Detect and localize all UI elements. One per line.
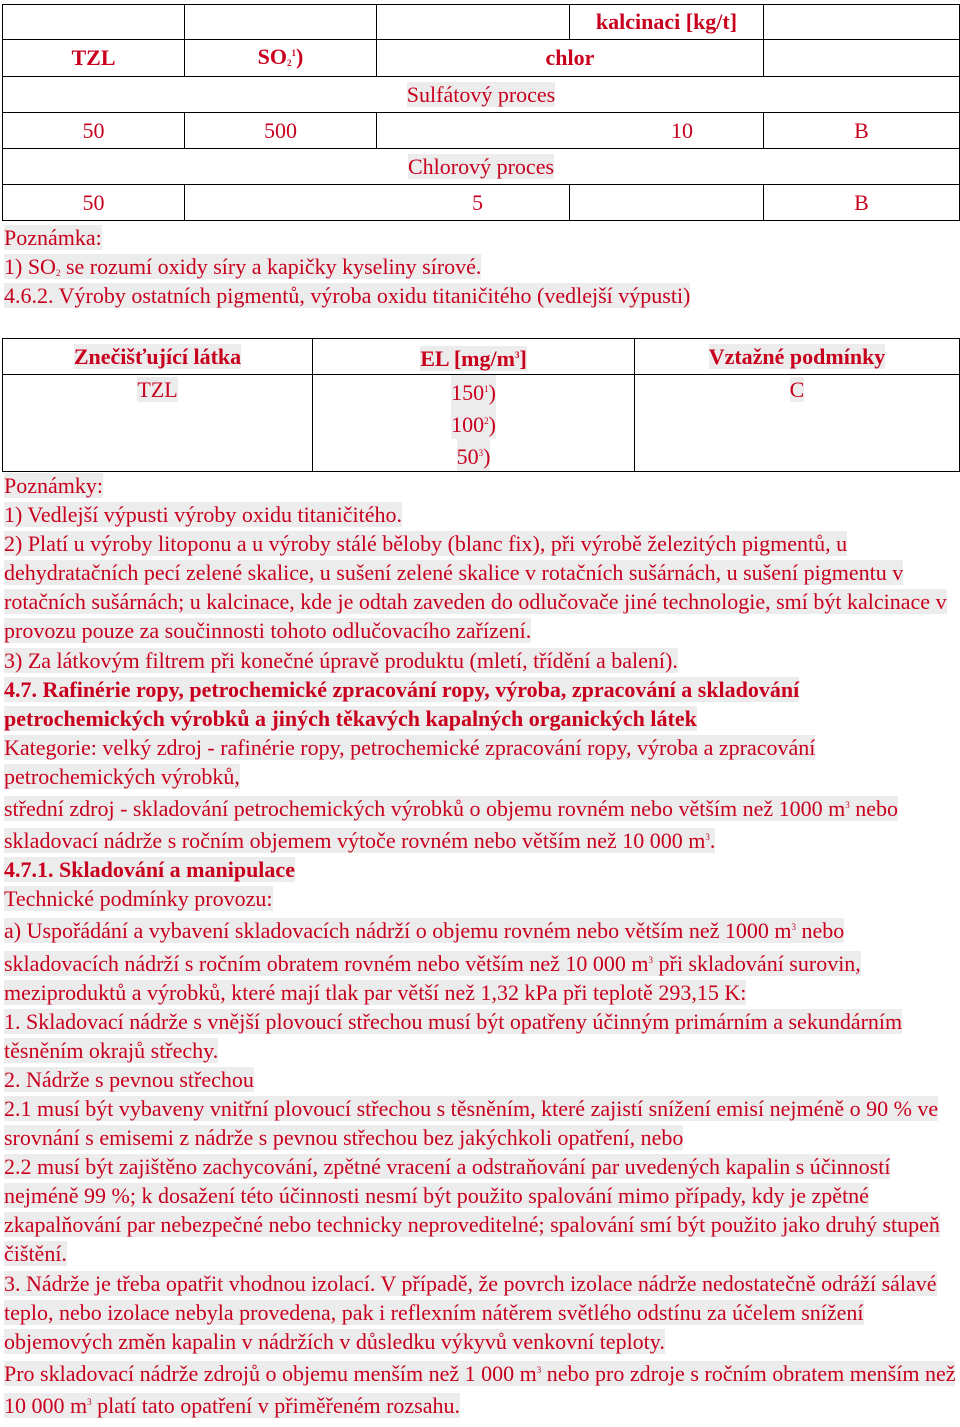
item-2: 2. Nádrže s pevnou střechou: [4, 1066, 254, 1092]
section-heading-4-7: 4.7. Rafinérie ropy, petrochemické zpracování ropy, výroba, zpracování a skladování petrochemických výrobků a jiných těkavých kapalných organických látek: [4, 676, 800, 731]
note-label: Poznámka:: [4, 225, 102, 250]
note-2: 2) Platí u výroby litoponu a u výroby stálé běloby (blanc fix), při výrobě železitých pigmentů, u dehydratačních pecí zelené skalice, u sušení zelené skalice v rotačních sušárnách, u sušení pigmentu v rotačních sušárnách; u kalcinace, kde je odtah zaveden do odlučovače jiné technologie, smí být kalcinace v provozu pouze za součinnosti tohoto odlučovacího zařízení.: [4, 531, 947, 644]
col-header-so2: $SO_2^1$): [185, 40, 377, 77]
kategorie-text: Kategorie: velký zdroj - rafinérie ropy, petrochemické zpracování ropy, výroba a zpracování petrochemických výrobků,: [4, 734, 816, 789]
col-header-pollutant: Znečišťující látka: [3, 339, 313, 375]
cell-sulfat-cond: B: [764, 113, 960, 149]
cell-pollutant: TZL: [3, 375, 313, 472]
emission-table-1: [2, 4, 960, 221]
item-2-1: 2.1 musí být vybaveny vnitřní plovoucí střechou s těsněním, které zajistí snížení emisí nejméně o 90 % ve srovnání s emisemi z nádrže s pevnou střechou bez jakýchkoli opatření, nebo: [4, 1095, 939, 1151]
empty-cell: [570, 185, 764, 221]
cell-chlor-tzl: 50: [3, 185, 185, 221]
el-value-1: $150^1$): [451, 375, 496, 407]
cell-sulfat-so2: 500: [185, 113, 377, 149]
col-header-chlor: chlor: [377, 40, 764, 77]
note-1: 1) Vedlejší výpusti výroby oxidu titaničitého.: [4, 502, 402, 528]
item-3: 3. Nádrže je třeba opatřit vhodnou izolací. V případě, že povrch izolace nádrže nedostatečně odráží sálavé teplo, nebo izolace nebyla provedena, pak i reflexním nátěrem světlého odstínu za účelem snížení objemových změn kapalin v nádržích v důsledku výkyvů venkovní teploty.: [4, 1270, 937, 1354]
note-3: 3) Za látkovým filtrem při konečné úpravě produktu (mletí, třídění a balení).: [4, 647, 678, 673]
cell-chlor-so2: 5: [185, 185, 570, 221]
cell-chlor-cond: B: [764, 185, 960, 221]
small-sources-text: Pro skladovací nádrže zdrojů o objemu menším než 1 000 $m^3$ nebo pro zdroje s ročním obratem menším než 10 000 $m^3$ platí tato opatření v přiměřeném rozsahu.: [4, 1360, 956, 1418]
header-kalcinaci: kalcinaci [kg/t]: [570, 5, 764, 40]
empty-cell: [3, 5, 185, 40]
cell-condition: C: [635, 375, 960, 472]
item-2-2: 2.2 musí být zajištěno zachycování, zpětné vracení a odstraňování par uvedených kapalin s účinností nejméně 99 %; k dosažení této účinnosti nesmí být použito spalování mimo případy, kdy je zpětné zkapalňování par nebezpečné nebo technicky neproveditelné; spalování smí být použito jako druhý stupeň čištění.: [4, 1154, 940, 1267]
cell-sulfat-chlor: 10: [377, 113, 764, 149]
section-sulfatovy-proces: Sulfátový proces: [3, 77, 960, 113]
empty-cell: [377, 5, 570, 40]
section-heading-4-6-2: 4.6.2. Výroby ostatních pigmentů, výroba oxidu titaničitého (vedlejší výpusti): [4, 283, 691, 308]
item-1: 1. Skladovací nádrže s vnější plovoucí střechou musí být opatřeny účinným primárním a sekundárním těsněním okrajů střechy.: [4, 1008, 903, 1063]
empty-cell: [185, 5, 377, 40]
cell-el-values: [313, 375, 635, 472]
el-value-2: $100^2$): [451, 407, 496, 439]
el-value-3: $50^3$): [457, 439, 491, 471]
item-a: a) Uspořádání a vybavení skladovacích nádrží o objemu rovném nebo větším než 1000 $m^3$ nebo skladovacích nádrží s ročním obratem rovném nebo větším než 10 000 $m^3$ při skladování surovin, meziproduktů a výrobků, které mají tlak par větší než 1,32 kPa při teplotě 293,15 K:: [4, 918, 861, 1005]
notes-label: Poznámky:: [4, 473, 103, 498]
section-chlorovy-proces: Chlorový proces: [3, 149, 960, 185]
stredni-zdroj-text: střední zdroj - skladování petrochemických výrobků o objemu rovném nebo větším než 1000 $m^3$ nebo skladovací nádrže s ročním objemem výtoče rovném nebo větším než 10 000 $m^3$.: [4, 796, 899, 854]
empty-cell: [764, 5, 960, 40]
notes-block: [4, 471, 956, 1420]
col-header-el: EL $[mg/m^3]$: [313, 339, 635, 375]
section-heading-4-7-1: 4.7.1. Skladování a manipulace: [4, 857, 295, 883]
note-line-1: 1) $SO_2$ se rozumí oxidy síry a kapičky kyseliny sírové.: [4, 254, 482, 279]
cell-sulfat-tzl: 50: [3, 113, 185, 149]
empty-cell: [764, 40, 960, 77]
col-header-tzl: TZL: [3, 40, 185, 77]
emission-table-2: [2, 338, 960, 472]
col-header-conditions: Vztažné podmínky: [635, 339, 960, 375]
tech-conditions-label: Technické podmínky provozu:: [4, 886, 273, 912]
